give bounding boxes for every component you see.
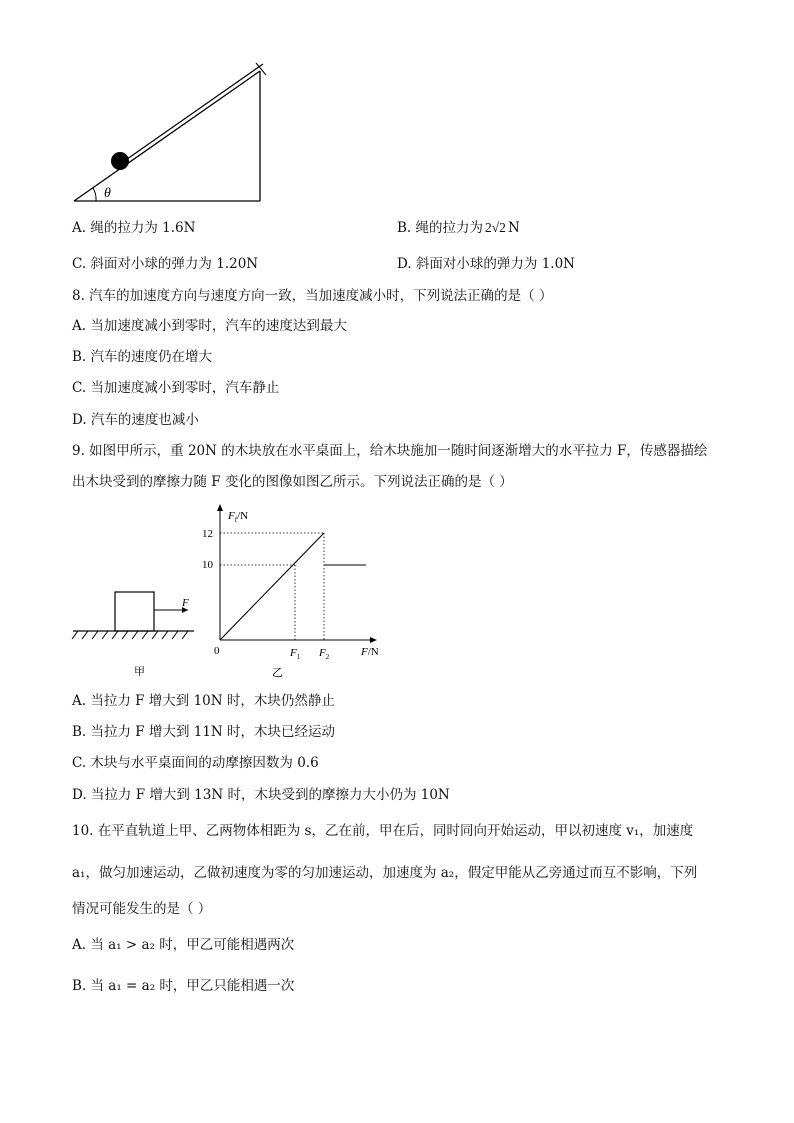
q10-option-b: B. 当 a₁ = a₂ 时，甲乙只能相遇一次	[72, 978, 295, 994]
q8-option-b: B. 汽车的速度仍在增大	[72, 349, 213, 365]
y-tick-12: 12	[202, 528, 213, 540]
q7-option-b-prefix: B. 绳的拉力为	[397, 220, 484, 236]
origin-label: 0	[214, 645, 220, 657]
x-axis-label: F/N	[361, 646, 379, 658]
q9-stem-line2: 出木块受到的摩擦力随 F 变化的图像如图乙所示。下列说法正确的是（ ）	[72, 474, 513, 490]
q9-option-d: D. 当拉力 F 增大到 13N 时，木块受到的摩擦力大小仍为 10N	[72, 787, 450, 803]
q9-option-b: B. 当拉力 F 增大到 11N 时，木块已经运动	[72, 724, 336, 740]
q8-stem: 8. 汽车的加速度方向与速度方向一致，当加速度减小时，下列说法正确的是（ ）	[72, 288, 553, 304]
q9-option-a: A. 当拉力 F 增大到 10N 时，木块仍然静止	[72, 693, 335, 709]
figure-yi	[198, 500, 388, 685]
x-axis-arrow	[370, 637, 377, 643]
q9-stem-line1: 9. 如图甲所示，重 20N 的木块放在水平桌面上，给木块施加一随时间逐渐增大的水平拉力 F，传感器描绘	[72, 443, 708, 459]
q8-option-a: A. 当加速度减小到零时，汽车的速度达到最大	[72, 318, 347, 334]
table-hatching	[72, 631, 188, 639]
rope	[120, 64, 263, 164]
y-axis-arrow	[217, 504, 223, 511]
q7-option-b-value: 2√2	[485, 220, 506, 235]
x-tick-f1: $F_1$	[290, 647, 301, 661]
q10-line3: 情况可能发生的是（ ）	[72, 901, 212, 917]
q8-option-d: D. 汽车的速度也减小	[72, 412, 199, 428]
q8-option-c: C. 当加速度减小到零时，汽车静止	[72, 380, 280, 396]
incline-figure	[60, 55, 280, 210]
y-axis-label: $F_f/N$	[228, 510, 249, 524]
q10-option-a: A. 当 a₁ > a₂ 时，甲乙可能相遇两次	[72, 937, 295, 953]
q9-option-c: C. 木块与水平桌面间的动摩擦因数为 0.6	[72, 755, 319, 771]
q7-option-b	[397, 219, 520, 237]
incline-slope	[74, 71, 260, 201]
q10-line1: 10. 在平直轨道上甲、乙两物体相距为 s，乙在前，甲在后，同时同向开始运动，甲以初速度 v₁，加速度	[72, 823, 694, 839]
figure-jia	[70, 585, 200, 680]
q7-option-d: D. 斜面对小球的弹力为 1.0N	[397, 256, 575, 272]
q7-option-a: A. 绳的拉力为 1.6N	[72, 220, 196, 236]
figure-yi-caption: 乙	[272, 667, 283, 679]
static-friction-line	[220, 533, 324, 640]
ball	[111, 152, 129, 170]
wooden-block	[115, 592, 154, 631]
q7-option-c: C. 斜面对小球的弹力为 1.20N	[72, 256, 259, 272]
q10-line2: a₁，做匀加速运动，乙做初速度为零的匀加速运动，加速度为 a₂，假定甲能从乙旁通过而互不影响，下列	[72, 865, 698, 881]
angle-label: θ	[104, 186, 111, 201]
q7-option-b-unit: N	[507, 220, 520, 236]
y-tick-10: 10	[202, 559, 213, 571]
figure-jia-caption: 甲	[134, 666, 145, 678]
angle-arc	[93, 188, 96, 201]
force-label: F	[182, 597, 189, 609]
x-tick-f2: $F_2$	[319, 647, 330, 661]
